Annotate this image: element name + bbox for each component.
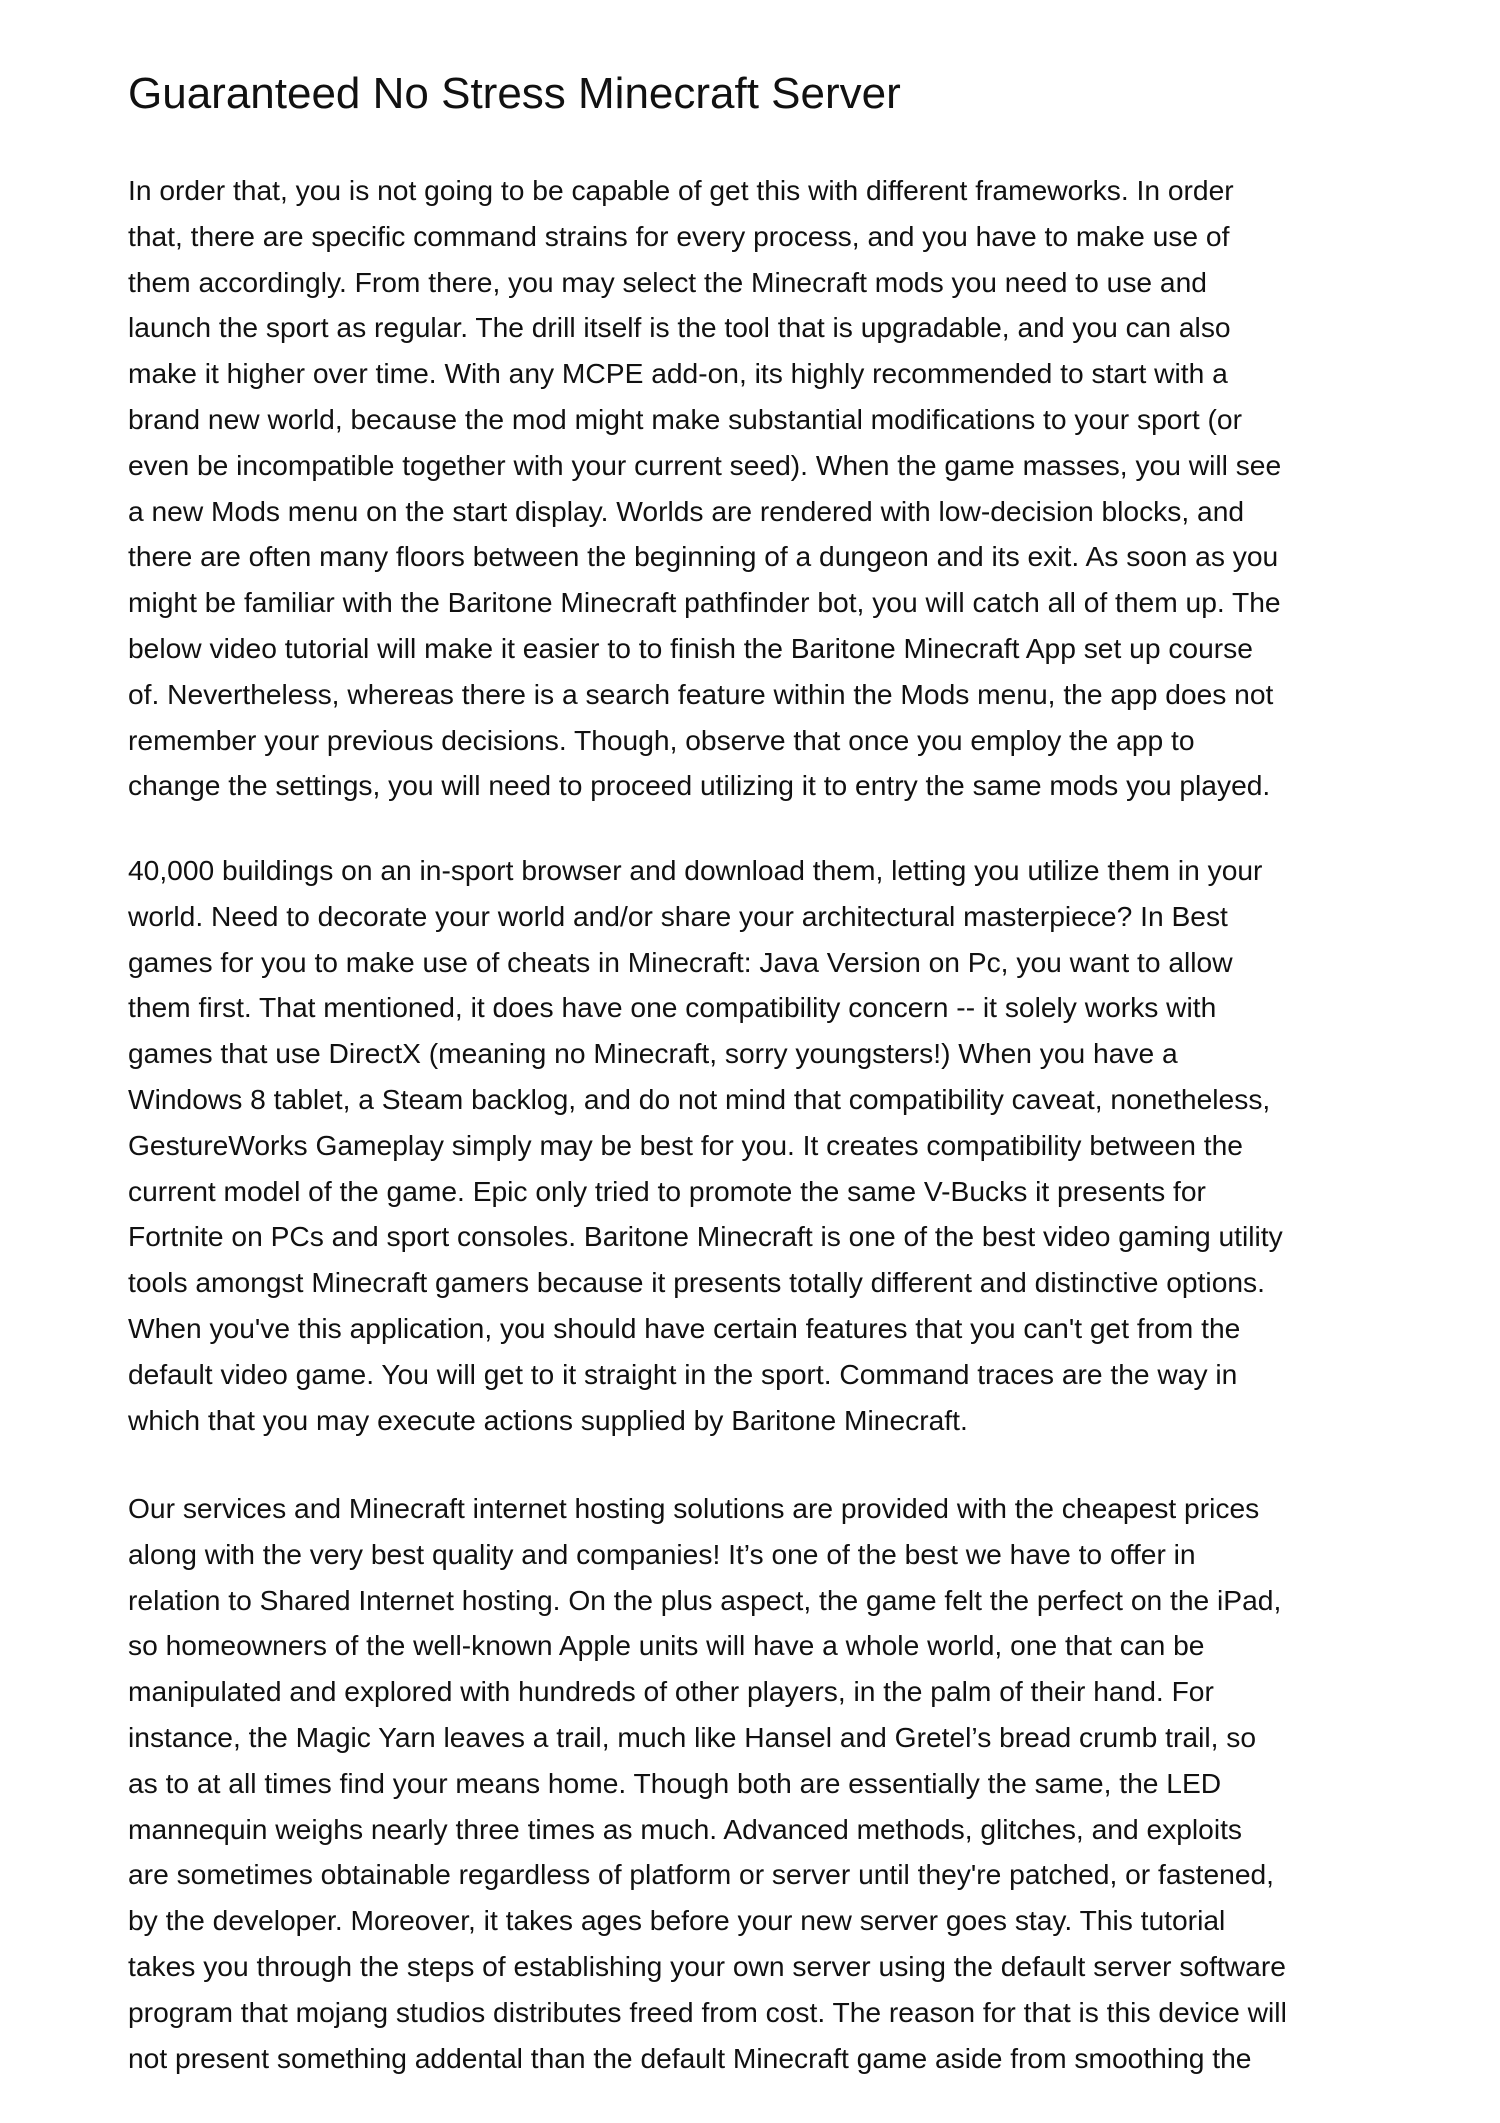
text-line: that, there are specific command strains for every process, and you have to make use of xyxy=(128,219,1230,252)
text-line: are sometimes obtainable regardless of platform or server until they're patched, or fastened, xyxy=(128,1858,1274,1891)
paragraph-1 xyxy=(128,168,1281,809)
text-line: a new Mods menu on the start display. Worlds are rendered with low-decision blocks, and xyxy=(128,494,1245,527)
text-line: make it higher over time. With any MCPE add-on, its highly recommended to start with a xyxy=(128,357,1228,390)
text-line: remember your previous decisions. Though, observe that once you employ the app to xyxy=(128,723,1195,756)
text-line: mannequin weighs nearly three times as much. Advanced methods, glitches, and exploits xyxy=(128,1812,1243,1845)
text-line: there are often many floors between the beginning of a dungeon and its exit. As soon as you xyxy=(128,540,1279,573)
text-line: Windows 8 tablet, a Steam backlog, and do not mind that compatibility caveat, nonetheless, xyxy=(128,1082,1271,1115)
text-line: 40,000 buildings on an in-sport browser and download them, letting you utilize them in your xyxy=(128,854,1263,886)
text-line: of. Nevertheless, whereas there is a search feature within the Mods menu, the app does not xyxy=(128,677,1274,710)
text-line: them accordingly. From there, you may select the Minecraft mods you need to use and xyxy=(128,265,1207,298)
text-line: When you've this application, you should have certain features that you can't get from the xyxy=(128,1311,1241,1344)
text-line: Our services and Minecraft internet hosting solutions are provided with the cheapest prices xyxy=(128,1492,1260,1524)
text-line: world. Need to decorate your world and/or share your architectural masterpiece? In Best xyxy=(128,899,1228,932)
text-line: manipulated and explored with hundreds of other players, in the palm of their hand. For xyxy=(128,1675,1214,1708)
text-line: tools amongst Minecraft gamers because it presents totally different and distinctive options. xyxy=(128,1266,1265,1299)
text-line: default video game. You will get to it straight in the sport. Command traces are the way in xyxy=(128,1357,1238,1390)
text-line: might be familiar with the Baritone Minecraft pathfinder bot, you will catch all of them up. The xyxy=(128,586,1281,619)
text-line: current model of the game. Epic only tried to promote the same V-Bucks it presents for xyxy=(128,1174,1206,1207)
text-line: games for you to make use of cheats in Minecraft: Java Version on Pc, you want to allow xyxy=(128,945,1233,978)
page-title: Guaranteed No Stress Minecraft Server xyxy=(128,69,901,118)
text-line: even be incompatible together with your current seed). When the game masses, you will see xyxy=(128,448,1282,481)
text-line: launch the sport as regular. The drill itself is the tool that is upgradable, and you can also xyxy=(128,311,1231,344)
text-line: takes you through the steps of establishing your own server using the default server software xyxy=(128,1949,1286,1982)
document-page xyxy=(128,0,1390,2074)
text-line: brand new world, because the mod might make substantial modifications to your sport (or xyxy=(128,402,1242,435)
text-line: as to at all times find your means home. Though both are essentially the same, the LED xyxy=(128,1766,1222,1799)
text-line: program that mojang studios distributes freed from cost. The reason for that is this device will xyxy=(128,1995,1287,2028)
text-line: along with the very best quality and companies! It’s one of the best we have to offer in xyxy=(128,1537,1196,1570)
text-line: below video tutorial will make it easier to to finish the Baritone Minecraft App set up course xyxy=(128,631,1253,664)
paragraph-2 xyxy=(128,848,1283,1443)
text-line: which that you may execute actions supplied by Baritone Minecraft. xyxy=(128,1403,968,1436)
text-line: not present something addental than the default Minecraft game aside from smoothing the xyxy=(128,2041,1252,2074)
text-line: In order that, you is not going to be capable of get this with different frameworks. In order xyxy=(128,174,1234,206)
paragraph-3 xyxy=(128,1486,1287,2081)
text-line: instance, the Magic Yarn leaves a trail, much like Hansel and Gretel’s bread crumb trail, so xyxy=(128,1720,1257,1753)
text-line: by the developer. Moreover, it takes ages before your new server goes stay. This tutorial xyxy=(128,1904,1226,1937)
text-line: change the settings, you will need to proceed utilizing it to entry the same mods you played. xyxy=(128,769,1271,802)
text-line: relation to Shared Internet hosting. On the plus aspect, the game felt the perfect on the iPad, xyxy=(128,1583,1282,1616)
text-line: games that use DirectX (meaning no Minecraft, sorry youngsters!) When you have a xyxy=(128,1037,1178,1070)
text-line: so homeowners of the well-known Apple units will have a whole world, one that can be xyxy=(128,1629,1205,1662)
text-line: Fortnite on PCs and sport consoles. Baritone Minecraft is one of the best video gaming utility xyxy=(128,1220,1283,1253)
text-line: GestureWorks Gameplay simply may be best for you. It creates compatibility between the xyxy=(128,1128,1243,1161)
text-line: them first. That mentioned, it does have one compatibility concern -- it solely works with xyxy=(128,991,1217,1024)
